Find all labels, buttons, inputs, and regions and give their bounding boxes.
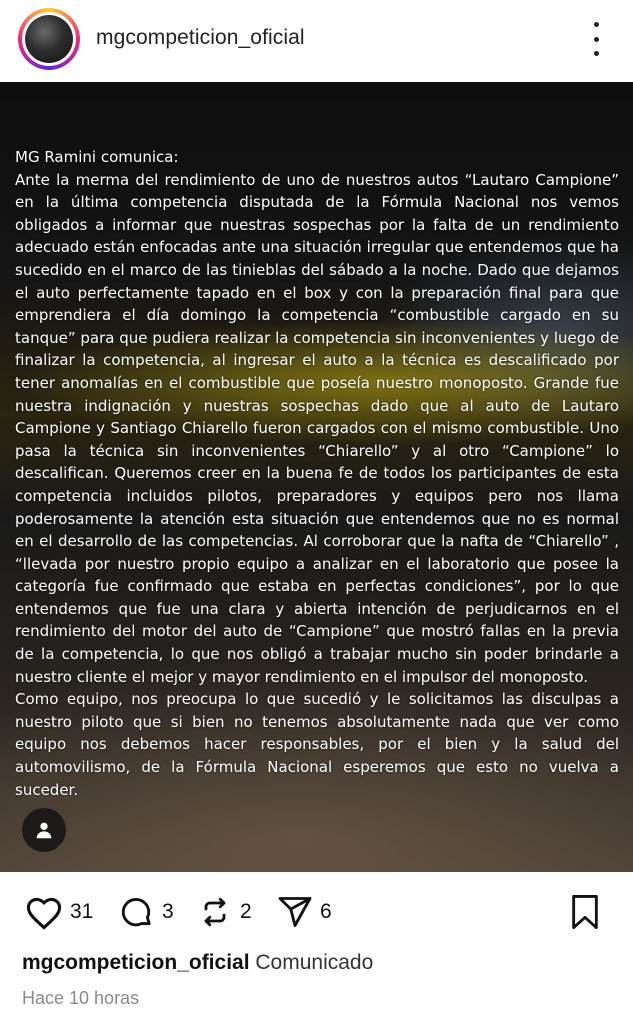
repost-icon [196, 894, 234, 930]
caption-username[interactable]: mgcompeticion_oficial [22, 951, 250, 974]
tagged-users-button[interactable] [22, 808, 66, 852]
comment-button[interactable] [116, 890, 174, 934]
post-image[interactable] [0, 82, 633, 872]
post-paragraph-closing: Como equipo, nos preocupa lo que sucedió y le solicitamos las disculpas a nuestro piloto que si bien no tenemos absolutamente nada que ver como equipo nos debemos hacer responsables, por el bien y la salud del automovilismo, de la Fórmula Nacional esperemos que esto no vuelva a suceder. [15, 690, 619, 799]
avatar-border [22, 12, 76, 66]
action-bar [0, 890, 633, 934]
post-caption [22, 951, 373, 975]
save-button[interactable] [568, 890, 602, 934]
avatar[interactable] [18, 8, 80, 70]
comment-count: 3 [162, 900, 174, 923]
avatar-image [25, 15, 73, 63]
caption-text: Comunicado [255, 951, 374, 974]
username-link[interactable]: mgcompeticion_oficial [96, 26, 305, 49]
more-options-button[interactable] [584, 22, 608, 56]
repost-count: 2 [240, 900, 252, 923]
post-paragraph-body: Ante la merma del rendimiento de uno de nuestros autos “Lautaro Campione” en la última competencia disputada de la Fórmula Nacional nos vemos obligados a informar que nuestras sospechas por la falta de un rendimiento adecuado están enfocadas ante una situación irregular que entendemos que ha sucedido en el marco de las tinieblas del sábado a la noche. Dado que dejamos el auto perfectamente tapado en el box y con la preparación final para que emprendiera el día domingo la competencia “combustible cargado en su tanque” para que pudiera realizar la competencia sin inconvenientes y luego de finalizar la competencia, al ingresar el auto a la técnica es descalificado por tener anomalías en el combustible que poseía nuestro monoposto. Grande fue nuestra indignación y nuestras sospechas dado que al auto de Lautaro Campione y Santiago Chiarello fueron cargados con el mismo combustible. Uno pasa la técnica sin inconvenientes “Chiarello” y al otro “Campione” lo descalifican. Queremos creer en la buena fe de todos los participantes de esta competencia incluidos pilotos, preparadores y equipos pero nos llama poderosamente la atención esta situación que entendemos que no es normal en el desarrollo de las competencias. Al corroborar que la nafta de “Chiarello” , “llevada por nuestro propio equipo a analizar en el laboratorio que posee la categoría fue confirmado que estaba en perfectas condiciones”, por lo que entendemos que fue una clara y abierta intención de perjudicarnos en el rendimiento del motor del auto de “Campione” que mostró fallas en la previa de la competencia, lo que nos obligó a trabajar mucho sin poder brindarle a nuestro cliente el mejor y mayor rendimiento en el impulsor del monoposto. [15, 170, 619, 686]
like-count: 31 [70, 900, 94, 923]
more-vertical-icon [594, 51, 599, 56]
like-button[interactable] [24, 890, 93, 934]
repost-button[interactable] [196, 890, 252, 934]
share-count: 6 [320, 900, 332, 923]
more-vertical-icon [594, 22, 599, 27]
post-timestamp: Hace 10 horas [22, 988, 140, 1008]
user-tag-icon [33, 819, 55, 841]
comment-icon [116, 894, 156, 930]
bookmark-icon [568, 893, 602, 931]
send-icon [276, 894, 314, 930]
post-paragraph-title: MG Ramini comunica: [15, 148, 179, 166]
post-text [15, 146, 619, 801]
more-vertical-icon [594, 37, 599, 42]
share-button[interactable] [276, 890, 332, 934]
post-header [0, 0, 633, 82]
heart-icon [24, 894, 64, 930]
